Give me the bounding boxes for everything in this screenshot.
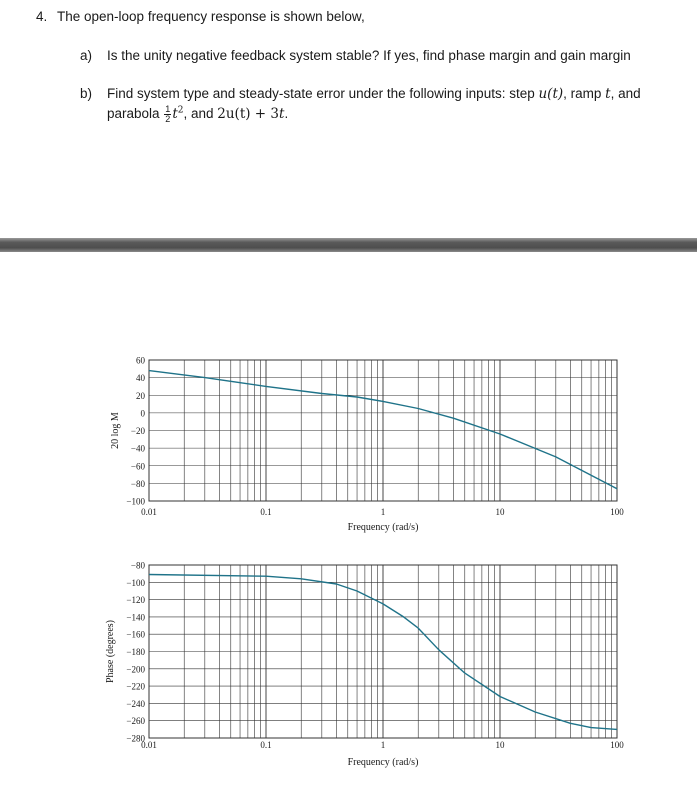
x-tick-label: 1 — [380, 507, 386, 517]
combo-ramp: t — [279, 106, 285, 123]
x-axis-label: Frequency (rad/s) — [347, 757, 419, 768]
ramp-input: t — [605, 86, 611, 102]
question-number: 4. — [36, 9, 48, 24]
part-b-text: , and — [610, 86, 641, 101]
y-tick-label: 40 — [136, 373, 145, 384]
y-tick-label: −260 — [126, 716, 145, 727]
x-tick-label: 0.01 — [141, 507, 157, 517]
combo-operator: + 3 — [250, 106, 279, 123]
y-tick-label: −220 — [126, 681, 145, 692]
y-tick-label: −80 — [130, 560, 145, 571]
x-tick-label: 0.1 — [260, 740, 272, 750]
y-tick-label: −160 — [126, 629, 145, 640]
y-tick-label: −60 — [130, 461, 145, 472]
fraction-numerator: 1 — [165, 104, 171, 114]
y-tick-label: 0 — [140, 408, 145, 419]
fraction-denominator: 2 — [165, 114, 171, 124]
step-input: u(t) — [538, 86, 564, 102]
y-tick-label: 20 — [136, 390, 145, 401]
part-b-text: Find system type and steady-state error under the following inputs: step — [107, 86, 539, 101]
part-a-text: Is the unity negative feedback system stable? If yes, find phase margin and gain margin — [107, 48, 631, 63]
y-tick-label: −80 — [130, 478, 145, 489]
part-b-text: . — [284, 106, 289, 122]
y-tick-label: −280 — [126, 733, 145, 744]
y-axis-label: 20 log M — [110, 412, 121, 449]
y-tick-label: −180 — [126, 647, 145, 657]
part-b-text: , and — [183, 106, 218, 122]
y-tick-label: −120 — [126, 595, 145, 606]
x-tick-label: 1 — [380, 740, 386, 750]
x-tick-label: 100 — [610, 740, 624, 750]
part-b-text: , ramp — [563, 86, 606, 101]
x-axis-label: Frequency (rad/s) — [347, 522, 419, 533]
x-tick-label: 10 — [495, 507, 505, 517]
y-tick-label: −40 — [130, 443, 145, 454]
parabola-exponent: 2 — [177, 105, 184, 116]
y-tick-label: 60 — [136, 355, 145, 366]
x-tick-label: 0.01 — [141, 740, 157, 750]
part-a-label: a) — [80, 48, 93, 63]
parabola-input: t — [172, 106, 178, 123]
part-b-label: b) — [80, 86, 93, 101]
x-tick-label: 10 — [495, 740, 505, 750]
x-tick-label: 100 — [610, 507, 624, 517]
y-tick-label: −200 — [126, 664, 145, 675]
y-tick-label: −100 — [126, 496, 145, 507]
y-tick-label: −140 — [126, 612, 145, 623]
combo-input: 2u(t) — [217, 106, 251, 123]
y-tick-label: −240 — [126, 698, 145, 709]
question-intro: The open-loop frequency response is shown below, — [57, 9, 365, 24]
y-axis-label: Phase (degrees) — [105, 619, 116, 684]
part-b-text: parabola — [107, 106, 164, 122]
y-tick-label: −20 — [130, 426, 145, 436]
x-tick-label: 0.1 — [260, 507, 272, 517]
y-tick-label: −100 — [126, 577, 145, 588]
